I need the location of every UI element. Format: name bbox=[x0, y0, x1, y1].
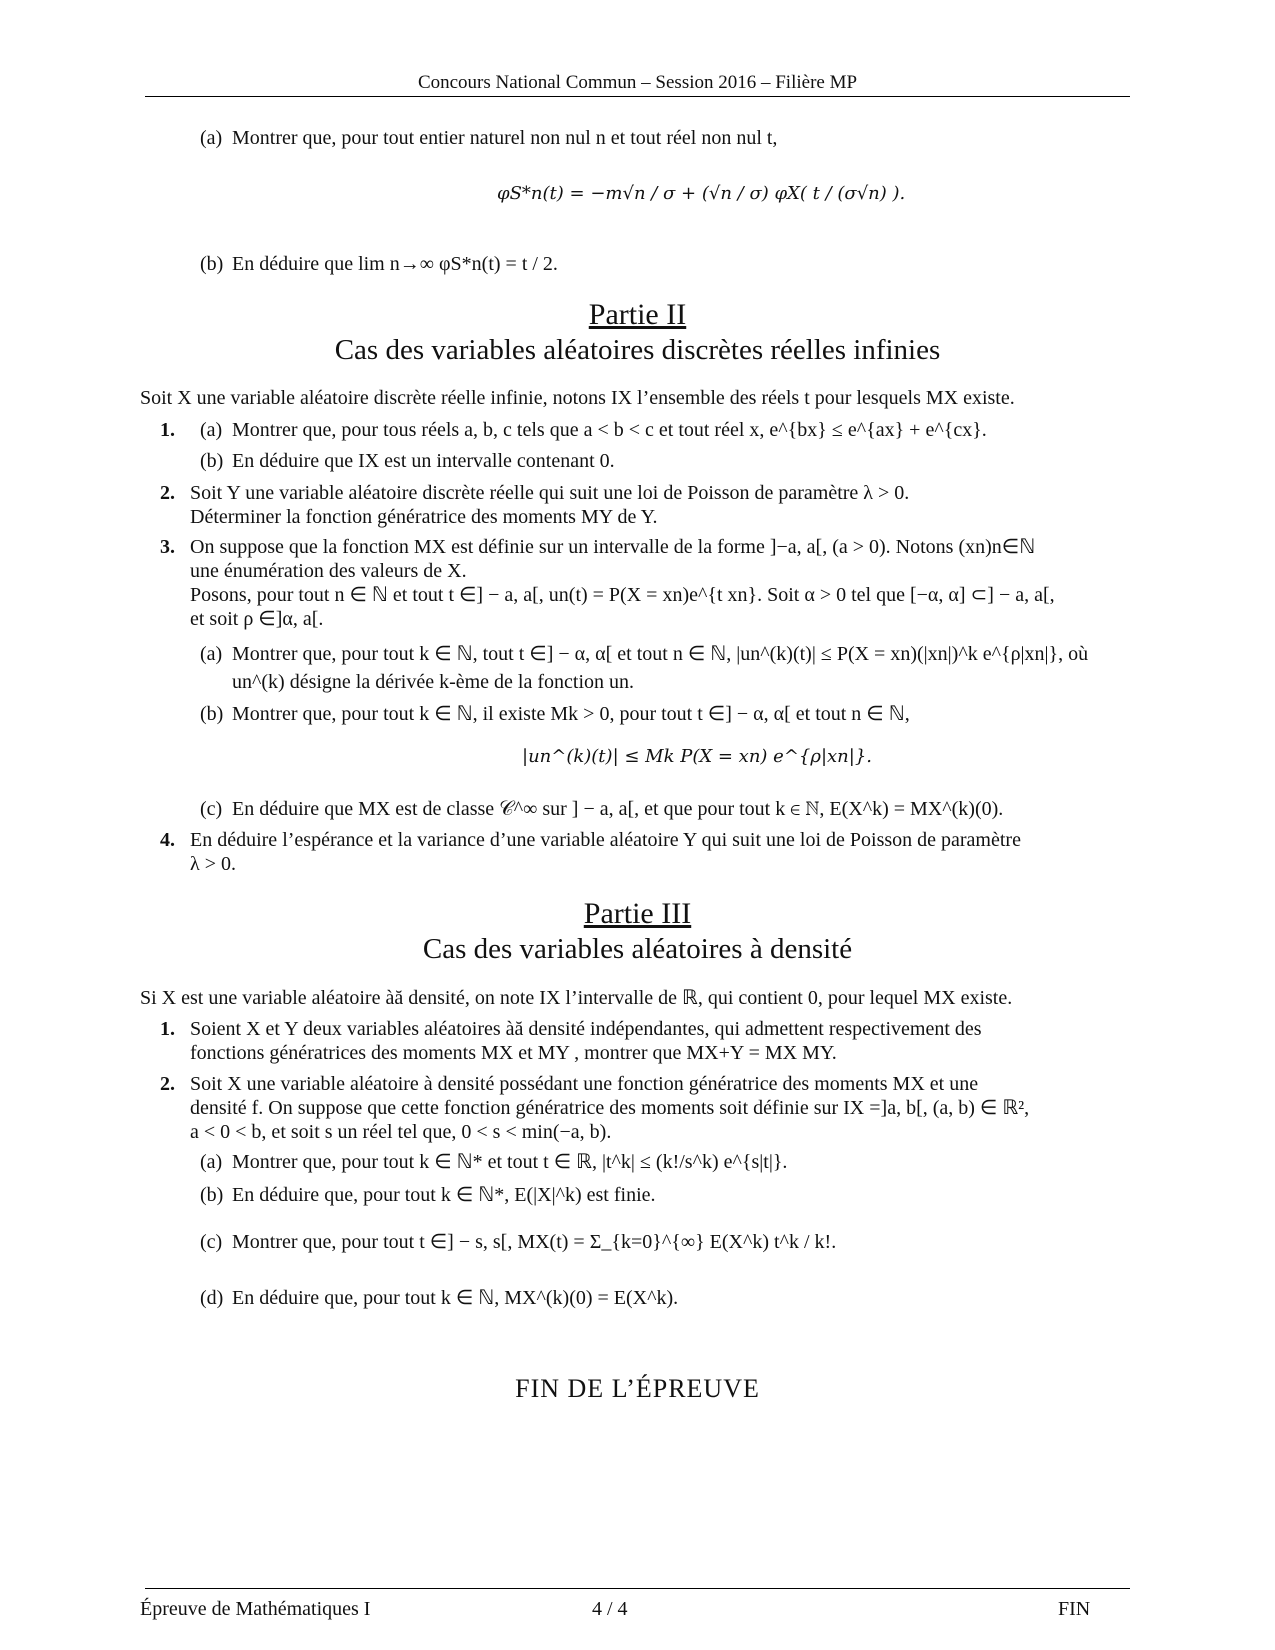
footer-rule bbox=[145, 1588, 1130, 1589]
p2-q3-line4: et soit ρ ∈]α, a[. bbox=[190, 608, 324, 630]
p3-q2c-text: Montrer que, pour tout t ∈] − s, s[, MX(t) = Σ_{k=0}^{∞} E(X^k) t^k / k!. bbox=[232, 1231, 837, 1253]
part2-subtitle: Cas des variables aléatoires discrètes réelles infinies bbox=[334, 334, 941, 366]
q-a-formula: φS*n(t) = −m√n / σ + (√n / σ) φX( t / (σ√n) ). bbox=[497, 183, 906, 204]
p3-q2d-text: En déduire que, pour tout k ∈ ℕ, MX^(k)(0) = E(X^k). bbox=[232, 1287, 679, 1309]
part3-intro: Si X est une variable aléatoire àă densité, on note IX l’intervalle de ℝ, qui contient 0, pour lequel MX existe. bbox=[140, 987, 1013, 1009]
p3-q2a-text: Montrer que, pour tout k ∈ ℕ* et tout t ∈ ℝ, |t^k| ≤ (k!/s^k) e^{s|t|}. bbox=[232, 1151, 788, 1173]
p3-q2b-label: (b) bbox=[200, 1184, 224, 1206]
p2-q1a-label: (a) bbox=[200, 419, 223, 441]
p2-q3-line3: Posons, pour tout n ∈ ℕ et tout t ∈] − a, a[, un(t) = P(X = xn)e^{t xn}. Soit α > 0 tel que [−α, α] ⊂] − a, a[, bbox=[190, 584, 1055, 606]
p2-q3a-line1: Montrer que, pour tout k ∈ ℕ, tout t ∈] − α, α[ et tout n ∈ ℕ, |un^(k)(t)| ≤ P(X = xn)(|xn|)^k e^{ρ|xn|}, où bbox=[232, 643, 1089, 665]
p2-q4-num: 4. bbox=[160, 829, 175, 851]
p2-q4-line2: λ > 0. bbox=[190, 853, 236, 875]
p2-q2-num: 2. bbox=[160, 482, 175, 504]
p3-q2d-label: (d) bbox=[200, 1287, 224, 1309]
q-a-text: Montrer que, pour tout entier naturel non nul n et tout réel non nul t, bbox=[232, 127, 778, 149]
p2-q1a-text: Montrer que, pour tous réels a, b, c tels que a < b < c et tout réel x, e^{bx} ≤ e^{ax} + e^{cx}. bbox=[232, 419, 987, 441]
footer-page-number: 4 / 4 bbox=[592, 1598, 628, 1620]
p3-q1-num: 1. bbox=[160, 1018, 175, 1040]
p2-q3c-text: En déduire que MX est de classe 𝒞^∞ sur ] − a, a[, et que pour tout k ∈ ℕ, E(X^k) = MX^(k)(0). bbox=[232, 798, 1004, 820]
p3-q2-num: 2. bbox=[160, 1073, 175, 1095]
q-a-label: (a) bbox=[200, 127, 223, 149]
part2-heading: Partie II bbox=[588, 298, 687, 331]
p2-q3b-line1: Montrer que, pour tout k ∈ ℕ, il existe Mk > 0, pour tout t ∈] − α, α[ et tout n ∈ ℕ, bbox=[232, 703, 910, 725]
p2-q2-line1: Soit Y une variable aléatoire discrète réelle qui suit une loi de Poisson de paramètre λ > 0. bbox=[190, 482, 910, 504]
part2-intro: Soit X une variable aléatoire discrète réelle infinie, notons IX l’ensemble des réels t pour lesquels MX existe. bbox=[140, 387, 1015, 409]
p2-q3-line1: On suppose que la fonction MX est définie sur un intervalle de la forme ]−a, a[, (a > 0). Notons (xn)n∈ℕ bbox=[190, 536, 1036, 558]
p2-q3-num: 3. bbox=[160, 536, 175, 558]
p3-q2c-label: (c) bbox=[200, 1231, 223, 1253]
p2-q2-line2: Déterminer la fonction génératrice des moments MY de Y. bbox=[190, 506, 658, 528]
p2-q3a-label: (a) bbox=[200, 643, 223, 665]
p2-q3b-label: (b) bbox=[200, 703, 224, 725]
q-b-text: En déduire que lim n→∞ φS*n(t) = t / 2. bbox=[232, 253, 558, 275]
p2-q3a-line2: un^(k) désigne la dérivée k-ème de la fonction un. bbox=[232, 671, 635, 693]
p2-q1b-label: (b) bbox=[200, 450, 224, 472]
footer-left: Épreuve de Mathématiques I bbox=[140, 1598, 371, 1620]
p3-q1-line1: Soient X et Y deux variables aléatoires àă densité indépendantes, qui admettent respectivement des bbox=[190, 1018, 982, 1040]
p3-q2-line1: Soit X une variable aléatoire à densité possédant une fonction génératrice des moments MX et une bbox=[190, 1073, 979, 1095]
p2-q3-line2: une énumération des valeurs de X. bbox=[190, 560, 467, 582]
p3-q2-line2: densité f. On suppose que cette fonction génératrice des moments soit définie sur IX =]a, b[, (a, b) ∈ ℝ², bbox=[190, 1097, 1030, 1119]
p3-q2-line3: a < 0 < b, et soit s un réel tel que, 0 < s < min(−a, b). bbox=[190, 1121, 612, 1143]
p3-q2a-label: (a) bbox=[200, 1151, 223, 1173]
p2-q4-line1: En déduire l’espérance et la variance d’une variable aléatoire Y qui suit une loi de Poisson de paramètre bbox=[190, 829, 1021, 851]
part3-subtitle: Cas des variables aléatoires à densité bbox=[422, 933, 853, 965]
p3-q2b-text: En déduire que, pour tout k ∈ ℕ*, E(|X|^k) est finie. bbox=[232, 1184, 656, 1206]
footer-right: FIN bbox=[1058, 1598, 1091, 1620]
p2-q3c-label: (c) bbox=[200, 798, 223, 820]
p2-q1-num: 1. bbox=[160, 419, 175, 441]
header-rule bbox=[145, 96, 1130, 97]
p2-q1b-text: En déduire que IX est un intervalle contenant 0. bbox=[232, 450, 615, 472]
p2-q3b-formula: |un^(k)(t)| ≤ Mk P(X = xn) e^{ρ|xn|}. bbox=[522, 746, 872, 767]
p3-q1-line2: fonctions génératrices des moments MX et MY , montrer que MX+Y = MX MY. bbox=[190, 1042, 837, 1064]
page-header: Concours National Commun – Session 2016 – Filière MP bbox=[417, 72, 858, 93]
part3-heading: Partie III bbox=[583, 897, 692, 930]
q-b-label: (b) bbox=[200, 253, 224, 275]
end-of-exam: FIN DE L’ÉPREUVE bbox=[515, 1374, 760, 1403]
